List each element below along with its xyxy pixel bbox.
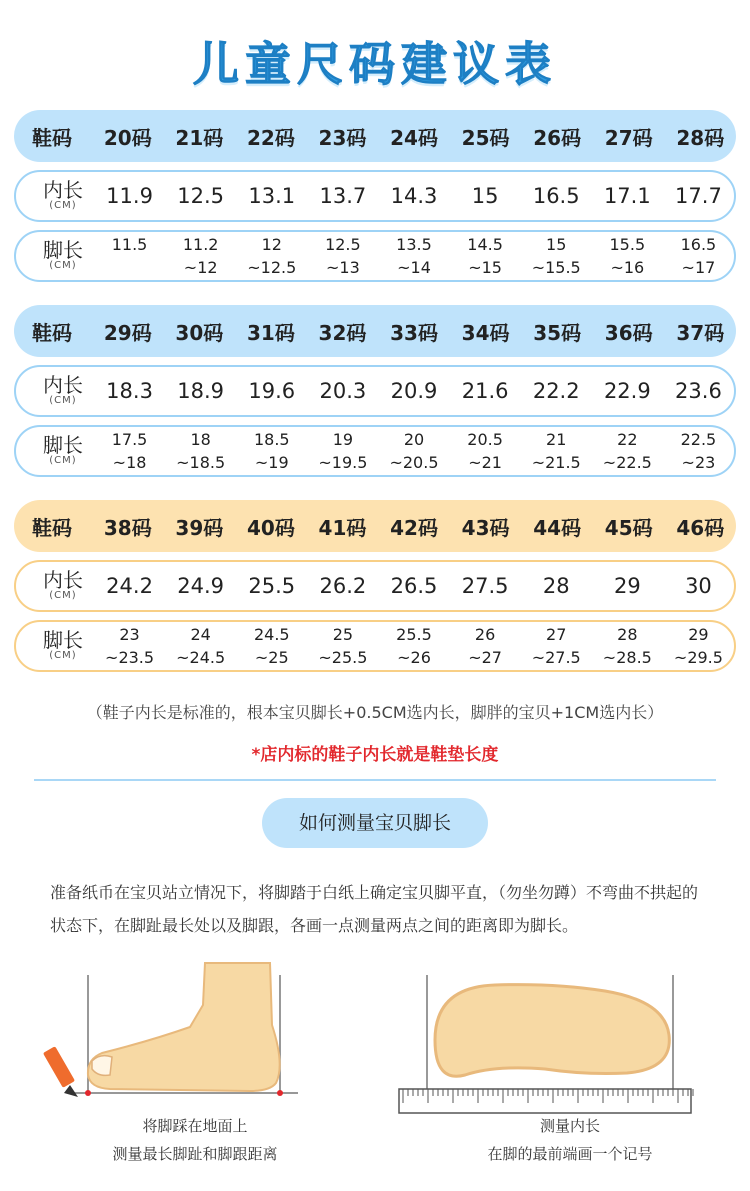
size-cell: 43码 (461, 515, 510, 540)
foot-length-from: 11.5 (111, 235, 148, 254)
inner-length-cell: 20.9 (390, 379, 438, 403)
foot-length-from: 19 (332, 430, 354, 449)
size-cell: 40码 (246, 515, 295, 540)
foot-length-to: ~12 (183, 258, 218, 277)
foot-length-to: ~27 (468, 648, 502, 667)
inner-length-cell: 24.2 (106, 574, 153, 598)
size-cell: 25码 (461, 125, 510, 150)
foot-length-from: 13.5 (396, 235, 432, 254)
size-cell: 39码 (175, 515, 224, 540)
foot-length-cell (521, 428, 592, 474)
foot-length-to: ~15 (468, 258, 502, 277)
foot-length-from: 24.5 (253, 625, 290, 644)
size-cell: 32码 (318, 320, 367, 345)
foot-length-from: 25.5 (396, 625, 432, 644)
inner-length-cell: 20.3 (319, 379, 367, 403)
foot-length-to: ~25.5 (318, 648, 368, 667)
foot-length-to: ~19 (254, 453, 289, 472)
measure-description: 准备纸币在宝贝站立情况下，将脚踏于白纸上确定宝贝脚平直，（勿坐勿蹲）不弯曲不拱起的状态下，在脚趾最长处以及脚跟，各画一点测量两点之间的距离即为脚长。 (50, 883, 699, 935)
size-cell: 42码 (390, 515, 438, 540)
right-caption-line-1: 测量内长 (539, 1117, 600, 1135)
foot-length-from: 15 (546, 235, 567, 254)
right-caption-line-2: 在脚的最前端画一个记号 (487, 1145, 653, 1163)
foot-length-to: ~21.5 (531, 453, 581, 472)
section-divider (34, 779, 716, 781)
foot-length-label-text: 脚长 (43, 238, 83, 262)
foot-length-cell (307, 428, 378, 474)
inner-length-cell: 30 (685, 574, 712, 598)
foot-length-to: ~28.5 (602, 648, 652, 667)
foot-length-row (14, 230, 736, 282)
foot-side-illustration (40, 955, 310, 1105)
size-tip-note: （鞋子内长是标准的，根本宝贝脚长+0.5CM选内长，脚胖的宝贝+1CM选内长） (86, 703, 664, 722)
foot-length-from: 15.5 (609, 235, 646, 254)
foot-length-cell (450, 428, 521, 474)
foot-length-cell (94, 428, 165, 474)
inner-length-cell: 28 (542, 574, 570, 598)
sole-shape (435, 985, 669, 1077)
foot-length-from: 28 (617, 625, 638, 644)
size-cell: 46码 (676, 515, 725, 540)
foot-length-cell (94, 233, 165, 279)
foot-length-to: ~19.5 (318, 453, 368, 472)
foot-length-from: 29 (688, 625, 709, 644)
shoe-size-label: 鞋码 (32, 125, 72, 150)
foot-length-from: 22.5 (680, 430, 717, 449)
inner-length-cell: 19.6 (248, 379, 296, 403)
foot-length-cell (521, 233, 592, 279)
foot-length-cell (236, 623, 307, 669)
foot-length-cell (378, 233, 449, 279)
size-cell: 20码 (103, 125, 152, 150)
foot-length-row (14, 425, 736, 477)
size-cell: 30码 (175, 320, 224, 345)
foot-length-cell (592, 233, 663, 279)
inner-length-cell: 12.5 (177, 184, 225, 208)
foot-length-cell (307, 623, 378, 669)
page-title: 儿童尺码建议表 (193, 37, 557, 91)
foot-length-from: 14.5 (467, 235, 503, 254)
left-caption (60, 1112, 330, 1168)
size-cell: 29码 (103, 320, 152, 345)
sole-ruler-illustration (395, 965, 695, 1125)
size-cell: 27码 (604, 125, 653, 150)
shoe-size-label: 鞋码 (32, 515, 72, 540)
foot-length-to: ~27.5 (531, 648, 581, 667)
size-cell: 45码 (604, 515, 653, 540)
foot-length-to: ~17 (681, 258, 716, 277)
foot-length-label (16, 630, 94, 662)
how-to-measure-badge: 如何测量宝贝脚长 (262, 798, 488, 848)
foot-length-cell (378, 623, 449, 669)
size-cell: 36码 (604, 320, 653, 345)
foot-length-to: ~23 (681, 453, 716, 472)
foot-length-from: 18.5 (253, 430, 290, 449)
inner-length-cell: 26.2 (319, 574, 367, 598)
foot-length-to: ~14 (397, 258, 431, 277)
inner-length-cell: 22.9 (603, 379, 651, 403)
foot-length-from: 27 (546, 625, 567, 644)
heel-mark (277, 1090, 283, 1096)
inner-length-label (16, 180, 94, 212)
inner-length-cell: 18.9 (177, 379, 225, 403)
size-cell: 28码 (676, 125, 725, 150)
foot-length-to: ~29.5 (673, 648, 723, 667)
right-caption (420, 1112, 720, 1168)
foot-length-cell (663, 233, 734, 279)
inner-length-row (14, 170, 736, 222)
foot-length-to: ~26 (397, 648, 431, 667)
size-cell: 34码 (461, 320, 510, 345)
inner-length-cell: 11.9 (106, 184, 153, 208)
inner-length-cell: 18.3 (106, 379, 153, 403)
shoe-size-label: 鞋码 (32, 320, 72, 345)
size-cell: 22码 (246, 125, 295, 150)
inner-length-cell: 16.5 (532, 184, 580, 208)
foot-length-to: ~20.5 (389, 453, 439, 472)
foot-length-to: ~18 (112, 453, 147, 472)
foot-length-cell (307, 233, 378, 279)
foot-length-from: 25 (332, 625, 354, 644)
foot-length-to: ~15.5 (531, 258, 581, 277)
size-cell: 41码 (318, 515, 367, 540)
inner-length-row (14, 560, 736, 612)
foot-length-from: 22 (617, 430, 638, 449)
foot-length-cell (450, 623, 521, 669)
inner-length-row (14, 365, 736, 417)
unit-label: (CM) (49, 650, 77, 661)
inner-length-label-text: 内长 (43, 178, 83, 202)
size-cell: 24码 (390, 125, 438, 150)
foot-length-label (16, 435, 94, 467)
unit-label: (CM) (49, 260, 77, 271)
inner-length-cell: 23.6 (675, 379, 722, 403)
inner-length-label-text: 内长 (43, 373, 83, 397)
foot-length-from: 12.5 (325, 235, 361, 254)
foot-length-cell (165, 623, 236, 669)
foot-length-label-text: 脚长 (43, 628, 83, 652)
foot-length-cell (663, 428, 734, 474)
inner-length-cell: 17.1 (603, 184, 651, 208)
foot-length-from: 12 (261, 235, 282, 254)
foot-length-from: 26 (474, 625, 496, 644)
inner-length-label (16, 570, 94, 602)
foot-length-cell (94, 623, 165, 669)
inner-length-cell: 26.5 (390, 574, 438, 598)
foot-length-to: ~16 (610, 258, 645, 277)
foot-length-from: 24 (190, 625, 211, 644)
size-header-row (14, 110, 736, 162)
foot-length-to: ~18.5 (176, 453, 226, 472)
foot-length-from: 17.5 (111, 430, 148, 449)
inner-length-cell: 15 (471, 184, 499, 208)
foot-length-cell (592, 623, 663, 669)
foot-length-from: 23 (119, 625, 140, 644)
foot-length-to: ~24.5 (176, 648, 226, 667)
foot-length-cell (236, 428, 307, 474)
size-header-row (14, 305, 736, 357)
inner-length-cell: 25.5 (248, 574, 296, 598)
inner-length-cell: 21.6 (461, 379, 509, 403)
inner-length-cell: 13.7 (319, 184, 367, 208)
unit-label: (CM) (49, 590, 77, 601)
foot-length-from: 20 (403, 430, 425, 449)
foot-length-cell (378, 428, 449, 474)
size-cell: 21码 (175, 125, 224, 150)
inner-length-label-text: 内长 (43, 568, 83, 592)
inner-length-cell: 14.3 (390, 184, 438, 208)
size-cell: 44码 (533, 515, 582, 540)
foot-length-to: ~23.5 (105, 648, 155, 667)
size-cell: 26码 (533, 125, 582, 150)
foot-length-from: 20.5 (467, 430, 503, 449)
foot-length-from: 21 (546, 430, 567, 449)
foot-length-label (16, 240, 94, 272)
left-caption-line-2: 测量最长脚趾和脚跟距离 (112, 1145, 278, 1163)
inner-length-cell: 17.7 (675, 184, 722, 208)
inner-length-cell: 29 (613, 574, 641, 598)
size-cell: 35码 (533, 320, 582, 345)
inner-length-cell: 13.1 (248, 184, 296, 208)
toe-mark (85, 1090, 91, 1096)
insole-warning-note: *店内标的鞋子内长就是鞋垫长度 (251, 745, 499, 765)
foot-shape (88, 963, 280, 1091)
foot-length-to: ~13 (326, 258, 360, 277)
foot-length-to: ~22.5 (602, 453, 652, 472)
size-cell: 33码 (390, 320, 438, 345)
left-caption-line-1: 将脚踩在地面上 (142, 1117, 248, 1135)
foot-length-cell (521, 623, 592, 669)
inner-length-cell: 22.2 (532, 379, 580, 403)
unit-label: (CM) (49, 200, 77, 211)
foot-length-from: 18 (190, 430, 211, 449)
foot-length-cell (165, 233, 236, 279)
foot-length-row (14, 620, 736, 672)
foot-length-cell (450, 233, 521, 279)
pencil-icon (43, 1046, 78, 1097)
foot-length-to: ~25 (254, 648, 289, 667)
size-cell: 38码 (103, 515, 152, 540)
unit-label: (CM) (49, 395, 77, 406)
inner-length-label (16, 375, 94, 407)
foot-length-cell (663, 623, 734, 669)
foot-length-cell (592, 428, 663, 474)
inner-length-cell: 24.9 (177, 574, 225, 598)
size-cell: 31码 (246, 320, 295, 345)
unit-label: (CM) (49, 455, 77, 466)
toenail-shape (92, 1056, 112, 1076)
foot-length-to: ~21 (468, 453, 502, 472)
foot-length-from: 16.5 (680, 235, 717, 254)
inner-length-cell: 27.5 (461, 574, 509, 598)
size-header-row (14, 500, 736, 552)
foot-length-to: ~12.5 (247, 258, 297, 277)
foot-length-from: 11.2 (182, 235, 219, 254)
size-cell: 37码 (676, 320, 725, 345)
foot-length-cell (165, 428, 236, 474)
foot-length-cell (236, 233, 307, 279)
foot-length-label-text: 脚长 (43, 433, 83, 457)
size-cell: 23码 (318, 125, 367, 150)
